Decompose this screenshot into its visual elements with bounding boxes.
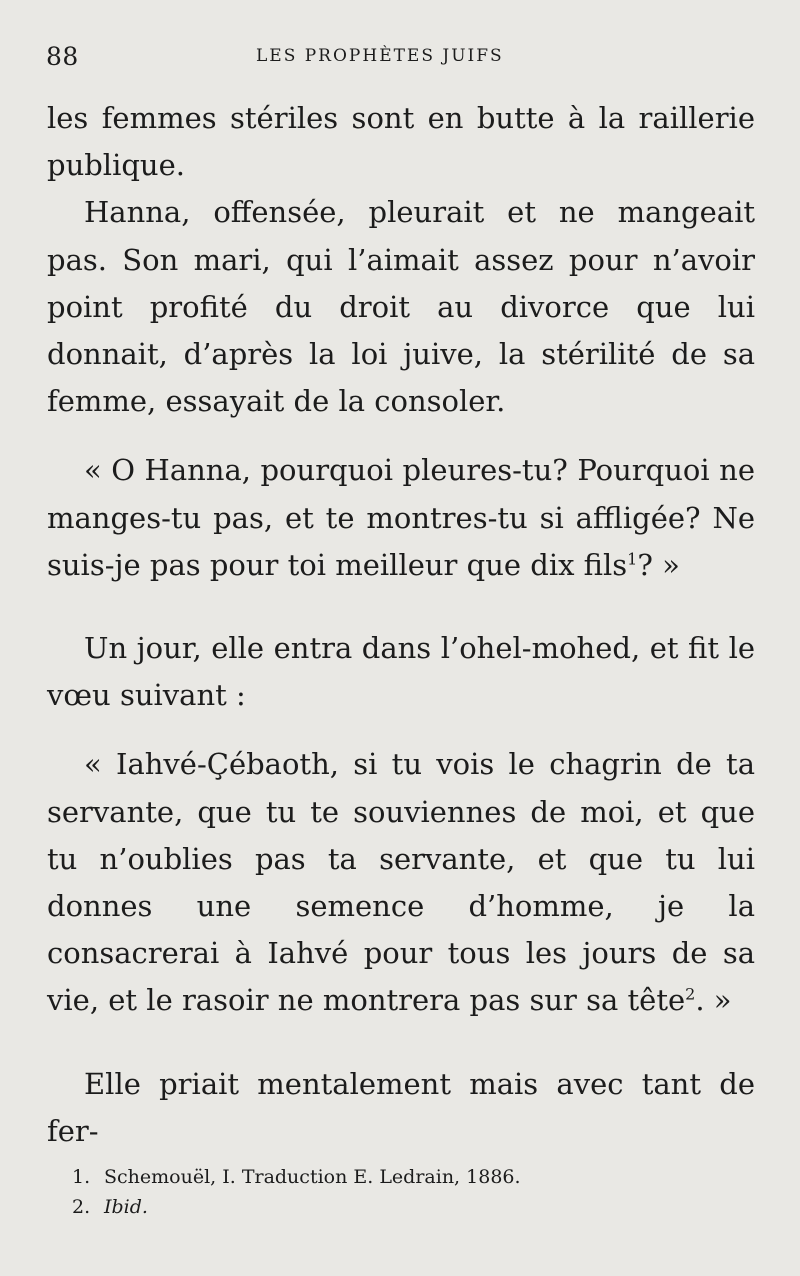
footnote-ref-2: 2 <box>685 984 696 1004</box>
footnote-text: Schemouël, I. Traduction E. Ledrain, 1886. <box>104 1166 521 1188</box>
paragraph-4: Un jour, elle entra dans l’ohel-mohed, et fit le vœu suivant : <box>47 631 755 713</box>
footnote-text: Ibid. <box>104 1196 148 1218</box>
paragraph-1: les femmes stériles sont en butte à la raillerie publique. <box>47 101 755 183</box>
paragraph-5 <box>47 741 755 1024</box>
paragraph-2: Hanna, offensée, pleurait et ne mangeait pas. Son mari, qui l’aimait assez pour n’avoir point profité du droit au divorce que lui donnait, d’après la loi juive, la stérilité de sa femme, essayait de la consoler. <box>47 195 755 419</box>
footnote-number: 1. <box>72 1166 91 1188</box>
page-number: 88 <box>46 42 79 71</box>
body-text <box>47 95 755 1155</box>
paragraph-6: Elle priait mentalement mais avec tant de fer- <box>47 1066 755 1148</box>
running-title: LES PROPHÈTES JUIFS <box>256 46 504 66</box>
footnote-ref-1: 1 <box>627 549 638 569</box>
footnote-number: 2. <box>72 1196 91 1218</box>
paragraph-3-end: ? » <box>637 547 680 582</box>
footnote-2 <box>72 1192 752 1222</box>
footnotes <box>72 1162 752 1222</box>
page-header <box>46 42 756 72</box>
paragraph-5-end: . » <box>695 983 732 1018</box>
footnote-1 <box>72 1162 752 1192</box>
paragraph-3 <box>47 447 755 589</box>
paragraph-3-text: « O Hanna, pourquoi pleures-tu? Pourquoi ne manges-tu pas, et te montres-tu si affligée? Ne suis-je pas pour toi meilleur que dix fils <box>47 453 755 582</box>
paragraph-5-text: « Iahvé-Çébaoth, si tu vois le chagrin de ta servante, que tu te souviennes de moi, et que tu n’oublies pas ta servante, et que tu lui donnes une semence d’homme, je la consacrerai à Iahvé pour tous les jours de sa vie, et le rasoir ne montrera pas sur sa tête <box>47 747 755 1018</box>
